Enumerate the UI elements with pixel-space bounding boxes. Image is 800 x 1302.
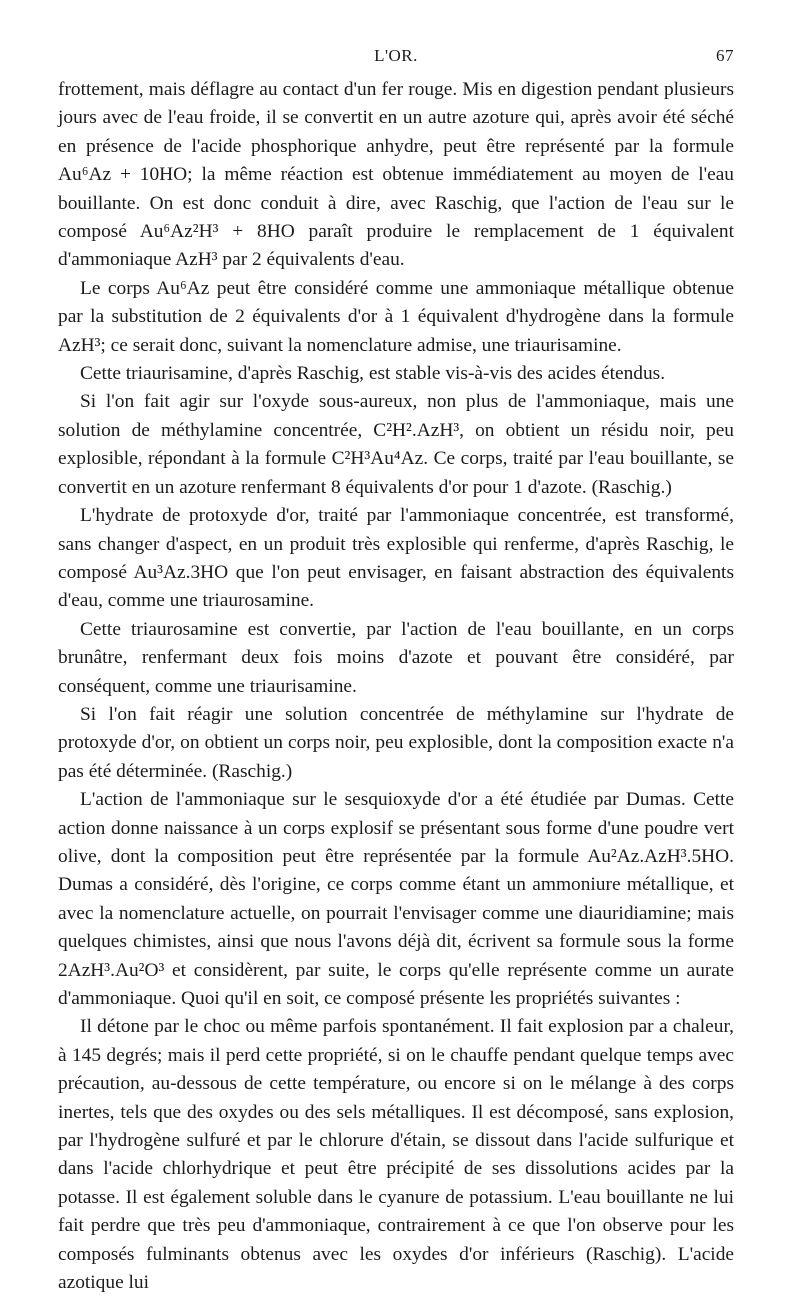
page-number: 67 xyxy=(716,46,734,65)
paragraph: Si l'on fait agir sur l'oxyde sous-aureux, non plus de l'ammoniaque, mais une solution de méthylamine concentrée, C²H².AzH³, on obtient un résidu noir, peu explosible, répondant à la formule C²H³Au⁴Az. Ce corps, traité par l'eau bouillante, se convertit en un azoture renfermant 8 équivalents d'or pour 1 d'azote. (Raschig.) xyxy=(58,391,734,498)
paragraph: Cette triaurisamine, d'après Raschig, est stable vis-à-vis des acides étendus. xyxy=(80,363,666,385)
paragraph: Il détone par le choc ou même parfois spontanément. Il fait explosion par a chaleur, à 145 degrés; mais il perd cette propriété, si on le chauffe pendant quelque temps avec précaution, au-dessous de cette température, ou encore si on le mélange à des corps inertes, tels que des oxydes ou des sels métalliques. Il est décomposé, sans explosion, par l'hydrogène sulfuré et par le chlorure d'étain, se dissout dans l'acide sulfurique et dans l'acide chlorhydrique et peut être précipité de ses dissolutions acides par la potasse. Il est également soluble dans le cyanure de potassium. L'eau bouillante ne lui fait perdre que très peu d'ammoniaque, contrairement à ce que l'on observe pour les composés fulminants obtenus avec les oxydes d'or inférieurs (Raschig). L'acide azotique lui xyxy=(58,1016,734,1294)
paragraph: Le corps Au⁶Az peut être considéré comme une ammoniaque métallique obtenue par la substitution de 2 équivalents d'or à 1 équivalent d'hydrogène dans la formule AzH³; ce serait donc, suivant la nomenclature admise, une triaurisamine. xyxy=(58,277,734,356)
running-header xyxy=(58,46,734,76)
body-text xyxy=(58,76,734,1297)
paragraph: L'hydrate de protoxyde d'or, traité par l'ammoniaque concentrée, est transformé, sans changer d'aspect, en un produit très explosible qui renferme, d'après Raschig, le composé Au³Az.3HO que l'on peut envisager, en faisant abstraction des équivalents d'eau, comme une triaurosamine. xyxy=(58,505,734,612)
document-page xyxy=(58,46,734,1297)
paragraph: L'action de l'ammoniaque sur le sesquioxyde d'or a été étudiée par Dumas. Cette action donne naissance à un corps explosif se présentant sous forme d'une poudre vert olive, dont la composition peut être représentée par la formule Au²Az.AzH³.5HO. Dumas a considéré, dès l'origine, ce corps comme étant un ammoniure métallique, et avec la nomenclature actuelle, on pourrait l'envisager comme une diauridiamine; mais quelques chimistes, ainsi que nous l'avons déjà dit, écrivent sa formule sous la forme 2AzH³.Au²O³ et considèrent, par suite, le corps qu'elle représente comme un aurate d'ammoniaque. Quoi qu'il en soit, ce composé présente les propriétés suivantes : xyxy=(58,789,734,1009)
paragraph: frottement, mais déflagre au contact d'un fer rouge. Mis en digestion pendant plusieurs jours avec de l'eau froide, il se convertit en un autre azoture qui, après avoir été séché en présence de l'acide phosphorique anhydre, peut être représenté par la formule Au⁶Az + 10HO; la même réaction est obtenue immédiatement au moyen de l'eau bouillante. On est donc conduit à dire, avec Raschig, que l'action de l'eau sur le composé Au⁶Az²H³ + 8HO paraît produire le remplacement de 1 équivalent d'ammoniaque AzH³ par 2 équivalents d'eau. xyxy=(58,79,734,271)
paragraph: Si l'on fait réagir une solution concentrée de méthylamine sur l'hydrate de protoxyde d'or, on obtient un corps noir, peu explosible, dont la composition exacte n'a pas été déterminée. (Raschig.) xyxy=(58,703,734,782)
running-title: L'OR. xyxy=(374,46,418,65)
paragraph: Cette triaurosamine est convertie, par l'action de l'eau bouillante, en un corps brunâtre, renfermant deux fois moins d'azote et pouvant être considéré, par conséquent, comme une triaurisamine. xyxy=(58,618,734,697)
